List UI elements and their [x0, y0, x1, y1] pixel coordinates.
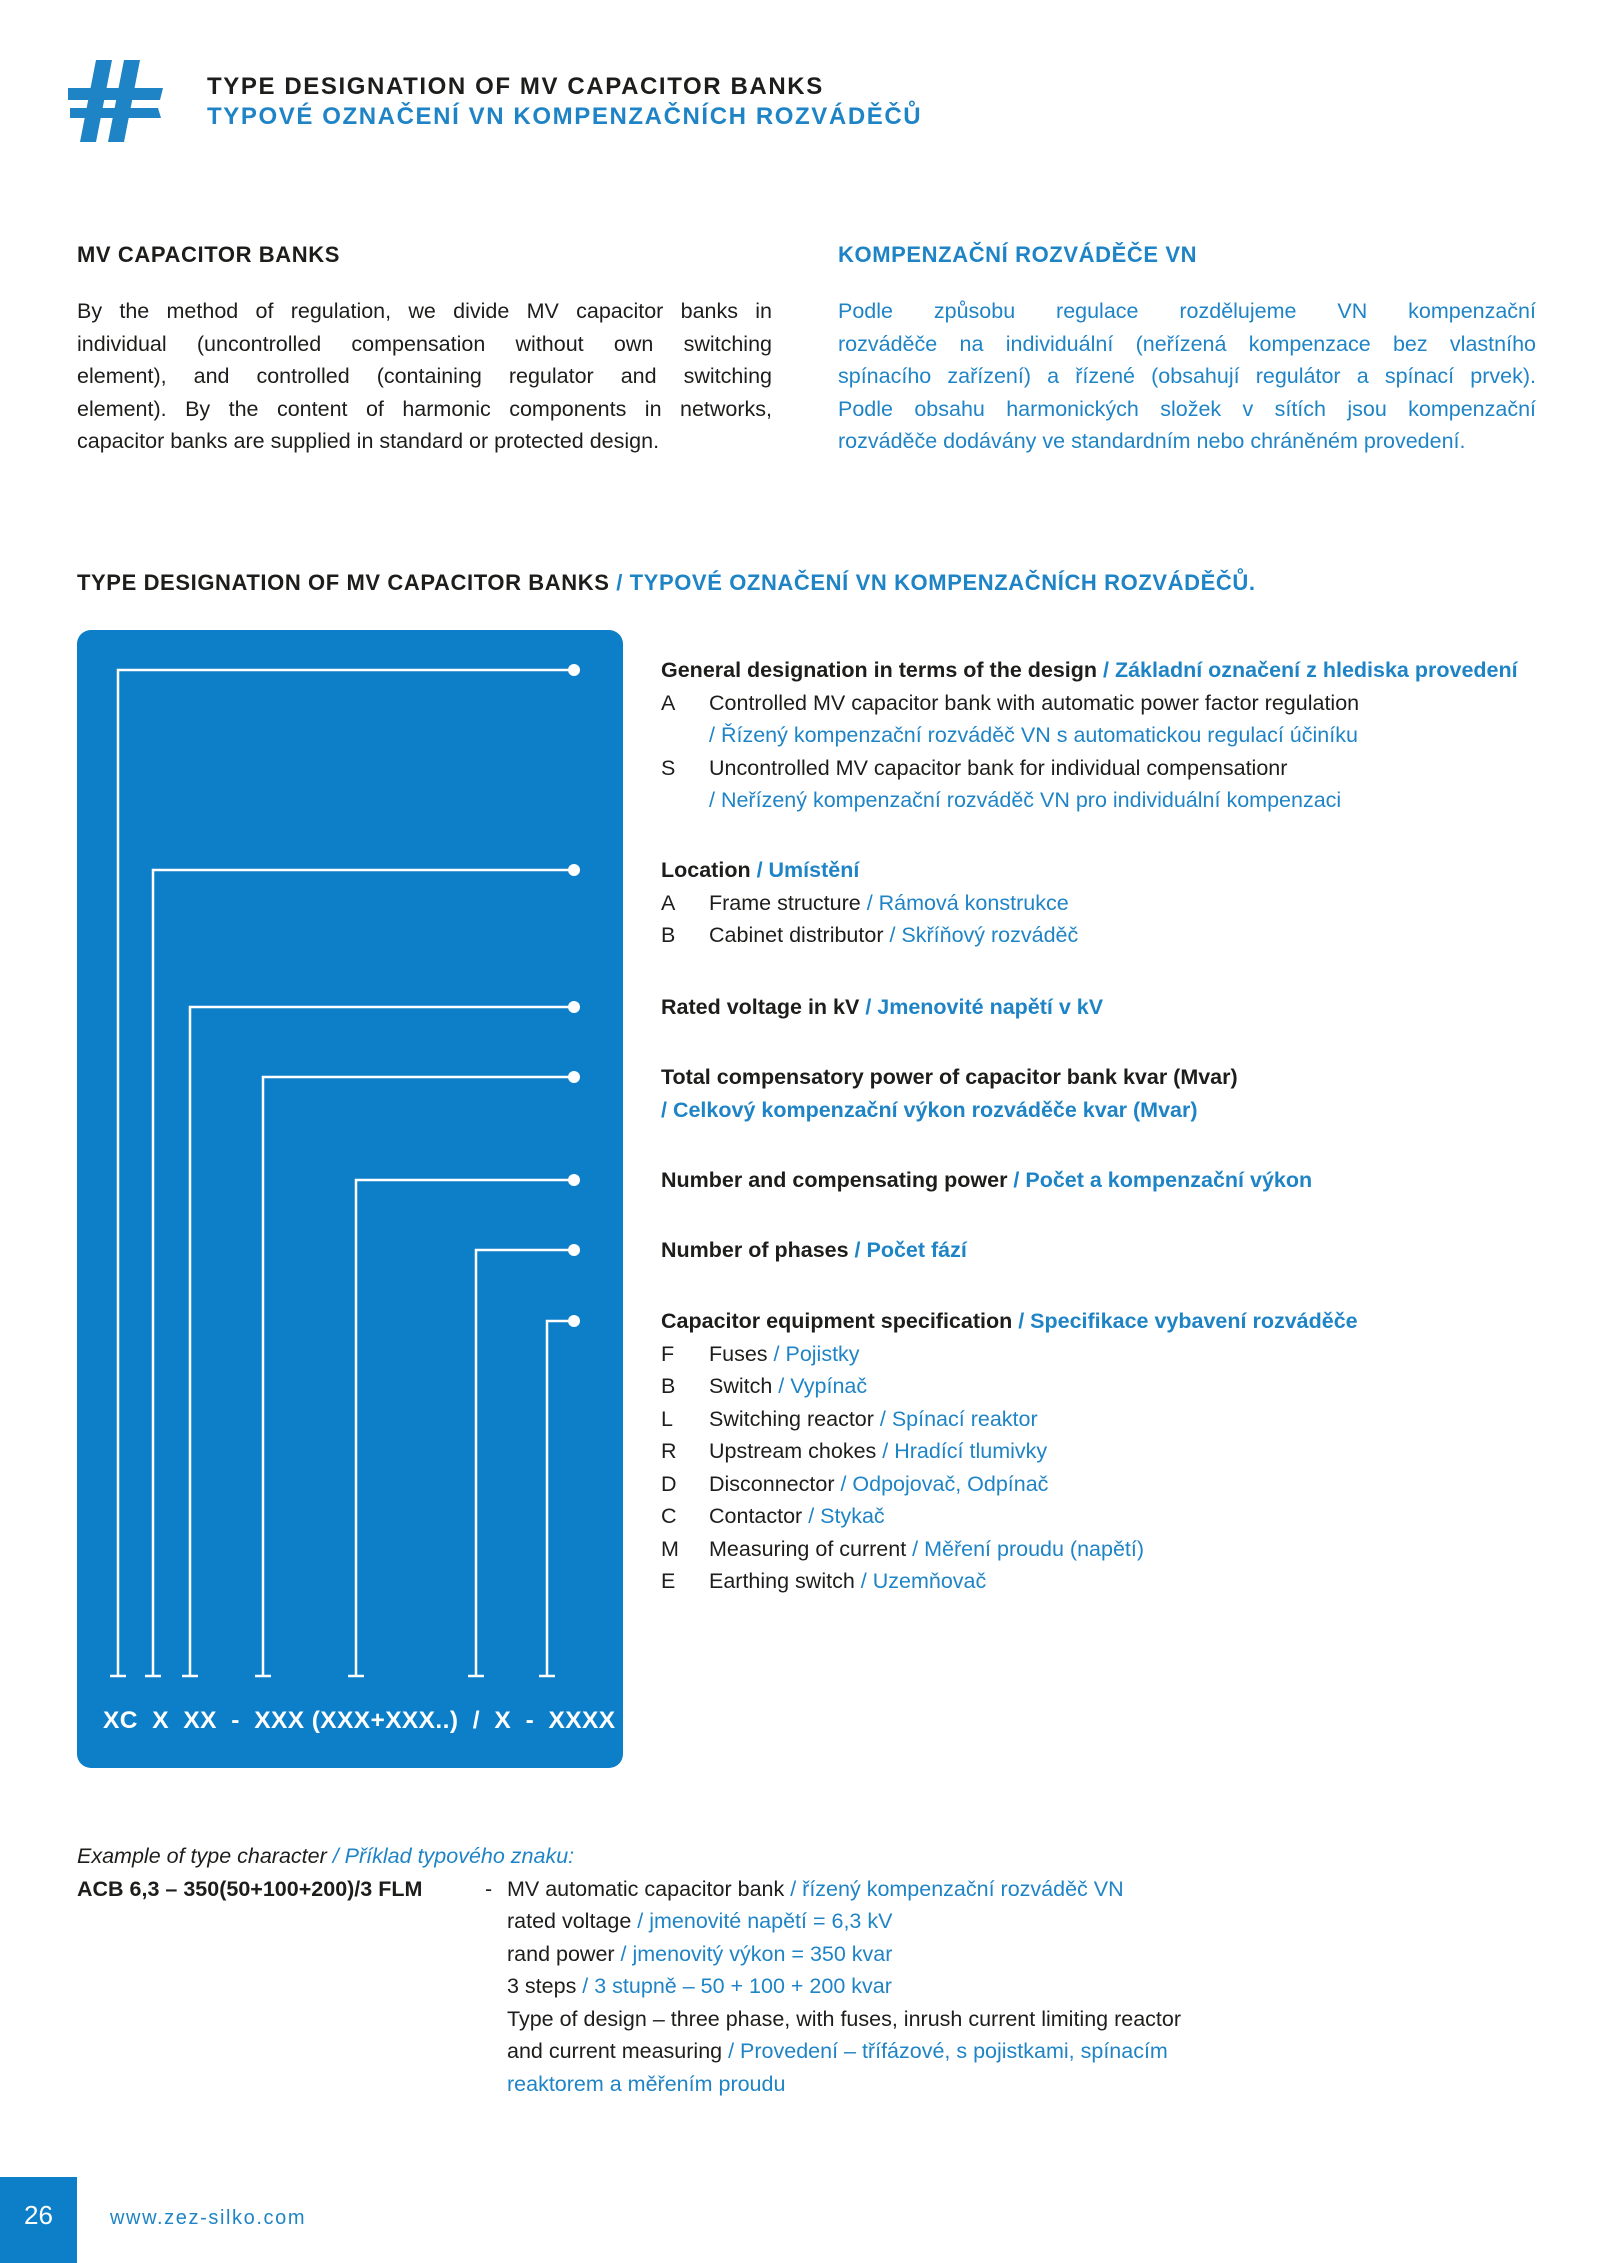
number-and-power	[661, 1164, 1561, 1197]
equipment-specification	[661, 1305, 1561, 1598]
item-code: A	[661, 890, 676, 915]
intro-line: individual (uncontrolled compensation without own switching	[77, 331, 772, 356]
item-code: B	[661, 1374, 676, 1398]
example-line	[507, 2068, 785, 2101]
connector-line	[190, 1007, 573, 1676]
intro-line-cz: rozváděče na individuální (neřízená kompenzace bez vlastního	[838, 331, 1536, 356]
item-label-cz: / Pojistky	[767, 1341, 860, 1366]
list-item	[661, 1435, 1561, 1468]
phases-title: Number of phases	[661, 1238, 849, 1262]
example-row	[77, 1905, 1327, 1938]
example-line	[507, 1970, 892, 2003]
item-label-cz: / Odpojovač, Odpínač	[834, 1471, 1049, 1496]
list-item	[661, 887, 1561, 920]
item-label: Frame structure	[709, 890, 861, 915]
list-item	[661, 687, 1561, 752]
list-item	[661, 1338, 1561, 1371]
connector-dot	[568, 1244, 580, 1256]
example-line-en: rated voltage	[507, 1909, 632, 1933]
item-code: B	[661, 923, 676, 947]
list-item	[661, 1533, 1561, 1566]
example-row	[77, 1873, 1327, 1906]
designation-diagram-lines	[77, 630, 623, 1768]
connector-line	[547, 1321, 573, 1676]
connector-dot	[568, 1315, 580, 1327]
steps-title-cz: / Počet a kompenzační výkon	[1007, 1168, 1313, 1192]
example-line	[507, 2003, 1181, 2036]
item-code: S	[661, 755, 676, 780]
type-code: XC X XX - XXX (XXX+XXX..) / X - XXXX	[103, 1707, 616, 1734]
header-title-cz: TYPOVÉ OZNAČENÍ VN KOMPENZAČNÍCH ROZVÁDĚČŮ	[207, 103, 923, 130]
item-label-cz: / Vypínač	[772, 1374, 868, 1398]
intro-title: MV CAPACITOR BANKS	[77, 242, 340, 267]
general-title-cz: / Základní označení z hlediska provedení	[1097, 658, 1518, 682]
header-title: TYPE DESIGNATION OF MV CAPACITOR BANKS	[207, 73, 824, 100]
example-line	[507, 1938, 892, 1971]
example-line-cz: / jmenovité napětí = 6,3 kV	[631, 1909, 893, 1933]
power-title: Total compensatory power of capacitor bank kvar (Mvar)	[661, 1065, 1238, 1089]
item-code: L	[661, 1406, 673, 1431]
example-line-cz: / 3 stupně – 50 + 100 + 200 kvar	[576, 1974, 892, 1998]
intro-line-cz: spínacího zařízení) a řízené (obsahují regulátor a spínací prvek).	[838, 364, 1536, 388]
example-line-cz: / Provedení – třífázové, s pojistkami, spínacím	[722, 2039, 1168, 2063]
intro-line: capacitor banks are supplied in standard or protected design.	[77, 429, 660, 453]
location	[661, 854, 1561, 952]
example-line	[507, 2035, 1168, 2068]
example-dash: -	[485, 1876, 493, 1901]
example-line-en: MV automatic capacitor bank	[507, 1876, 785, 1901]
example-label-en: Example of type character	[77, 1844, 327, 1868]
connector-dot	[568, 1174, 580, 1186]
item-label-cz: / Hradící tlumivky	[876, 1439, 1048, 1463]
equipment-title-cz: / Specifikace vybavení rozváděče	[1012, 1309, 1358, 1333]
item-label: Uncontrolled MV capacitor bank for individual compensationr	[709, 755, 1288, 780]
example-line-en: rand power	[507, 1941, 615, 1966]
steps-title: Number and compensating power	[661, 1168, 1008, 1192]
example-row	[77, 2068, 1327, 2101]
rated-voltage	[661, 991, 1561, 1024]
example-code: ACB 6,3 – 350(50+100+200)/3 FLM	[77, 1876, 423, 1901]
item-label: Measuring of current	[709, 1536, 907, 1561]
list-item	[661, 1468, 1561, 1501]
item-label-cz: / Uzemňovač	[854, 1569, 987, 1593]
item-label: Upstream chokes	[709, 1439, 877, 1463]
voltage-title-cz: / Jmenovité napětí v kV	[859, 995, 1104, 1019]
intro-line: element), and controlled (containing regulator and switching	[77, 364, 772, 388]
example-label-cz: / Příklad typového znaku:	[326, 1844, 575, 1868]
page-number: 26	[24, 2200, 53, 2230]
item-code: E	[661, 1569, 676, 1593]
example-label	[77, 1840, 1327, 1873]
item-code: A	[661, 690, 676, 715]
example-line-en: Type of design – three phase, with fuses, inrush current limiting reactor	[507, 2006, 1182, 2031]
item-label-cz: / Spínací reaktor	[873, 1406, 1038, 1431]
item-label-cz: / Stykač	[802, 1504, 885, 1528]
list-item	[661, 1370, 1561, 1403]
item-label: Switching reactor	[709, 1406, 874, 1431]
list-item	[661, 1500, 1561, 1533]
location-title: Location	[661, 858, 751, 882]
example-line-cz: / řízený kompenzační rozváděč VN	[784, 1876, 1124, 1901]
section-heading	[77, 570, 1256, 596]
intro-line: By the method of regulation, we divide MV capacitor banks in	[77, 299, 772, 323]
connector-dot	[568, 1001, 580, 1013]
company-logo	[68, 60, 163, 142]
website-link[interactable]: www.zez-silko.com	[110, 2207, 307, 2229]
item-code: C	[661, 1504, 677, 1528]
list-item	[661, 1403, 1561, 1436]
example-line-cz: / jmenovitý výkon = 350 kvar	[614, 1941, 893, 1966]
item-label: Disconnector	[709, 1471, 835, 1496]
item-label: Fuses	[709, 1341, 768, 1366]
item-label: Switch	[709, 1374, 773, 1398]
intro-line-cz: rozváděče dodávány ve standardním nebo chráněném provedení.	[838, 429, 1466, 453]
example-line	[507, 1905, 892, 1938]
connector-line	[153, 870, 573, 1676]
connector-line	[263, 1077, 573, 1676]
item-label: Cabinet distributor	[709, 923, 884, 947]
list-item	[661, 919, 1561, 952]
item-label-cz: / Rámová konstrukce	[860, 890, 1069, 915]
intro-line-cz: Podle obsahu harmonických složek v sítích jsou kompenzační	[838, 396, 1536, 421]
item-code: M	[661, 1536, 679, 1561]
item-label-cz: / Měření proudu (napětí)	[906, 1536, 1145, 1561]
voltage-title: Rated voltage in kV	[661, 995, 860, 1019]
connector-line	[476, 1250, 573, 1676]
general-designation	[661, 654, 1561, 817]
example-line-cz: reaktorem a měřením proudu	[507, 2071, 786, 2096]
list-item	[661, 1565, 1561, 1598]
total-power	[661, 1061, 1561, 1126]
intro-text-cz	[838, 295, 1536, 458]
power-title-cz: / Celkový kompenzační výkon rozváděče kvar (Mvar)	[661, 1097, 1198, 1122]
item-label-cz: / Neřízený kompenzační rozváděč VN pro individuální kompenzaci	[709, 788, 1342, 812]
connector-dot	[568, 664, 580, 676]
item-code: R	[661, 1439, 677, 1463]
example-row	[77, 1938, 1327, 1971]
phases-title-cz: / Počet fází	[848, 1238, 967, 1262]
example-line	[507, 1873, 1124, 1906]
connector-dot	[568, 864, 580, 876]
item-label: Earthing switch	[709, 1569, 855, 1593]
number-of-phases	[661, 1234, 1561, 1267]
example-row	[77, 2003, 1327, 2036]
example-line-en: 3 steps	[507, 1974, 577, 1998]
item-label: Contactor	[709, 1504, 803, 1528]
section-heading-cz: / TYPOVÉ OZNAČENÍ VN KOMPENZAČNÍCH ROZVÁDĚČŮ.	[609, 570, 1256, 595]
item-label: Controlled MV capacitor bank with automatic power factor regulation	[709, 690, 1360, 715]
example-row	[77, 1970, 1327, 2003]
item-label-cz: / Skříňový rozváděč	[883, 923, 1079, 947]
example-section	[77, 1840, 1327, 2100]
item-label-cz: / Řízený kompenzační rozváděč VN s automatickou regulací účiníku	[709, 723, 1358, 747]
section-heading-en: TYPE DESIGNATION OF MV CAPACITOR BANKS	[77, 570, 610, 595]
intro-title-cz: KOMPENZAČNÍ ROZVÁDĚČE VN	[838, 242, 1198, 267]
item-code: D	[661, 1471, 677, 1496]
location-title-cz: / Umístění	[750, 858, 860, 882]
item-code: F	[661, 1341, 675, 1366]
equipment-title: Capacitor equipment specification	[661, 1309, 1013, 1333]
connector-line	[118, 670, 573, 1676]
intro-line-cz: Podle způsobu regulace rozdělujeme VN kompenzační	[838, 299, 1536, 323]
intro-line: element). By the content of harmonic components in networks,	[77, 396, 772, 421]
list-item	[661, 752, 1561, 817]
example-line-en: and current measuring	[507, 2039, 723, 2063]
connector-line	[356, 1180, 573, 1676]
connector-dot	[568, 1071, 580, 1083]
intro-text	[77, 295, 772, 458]
example-row	[77, 2035, 1327, 2068]
general-title: General designation in terms of the design	[661, 658, 1098, 682]
